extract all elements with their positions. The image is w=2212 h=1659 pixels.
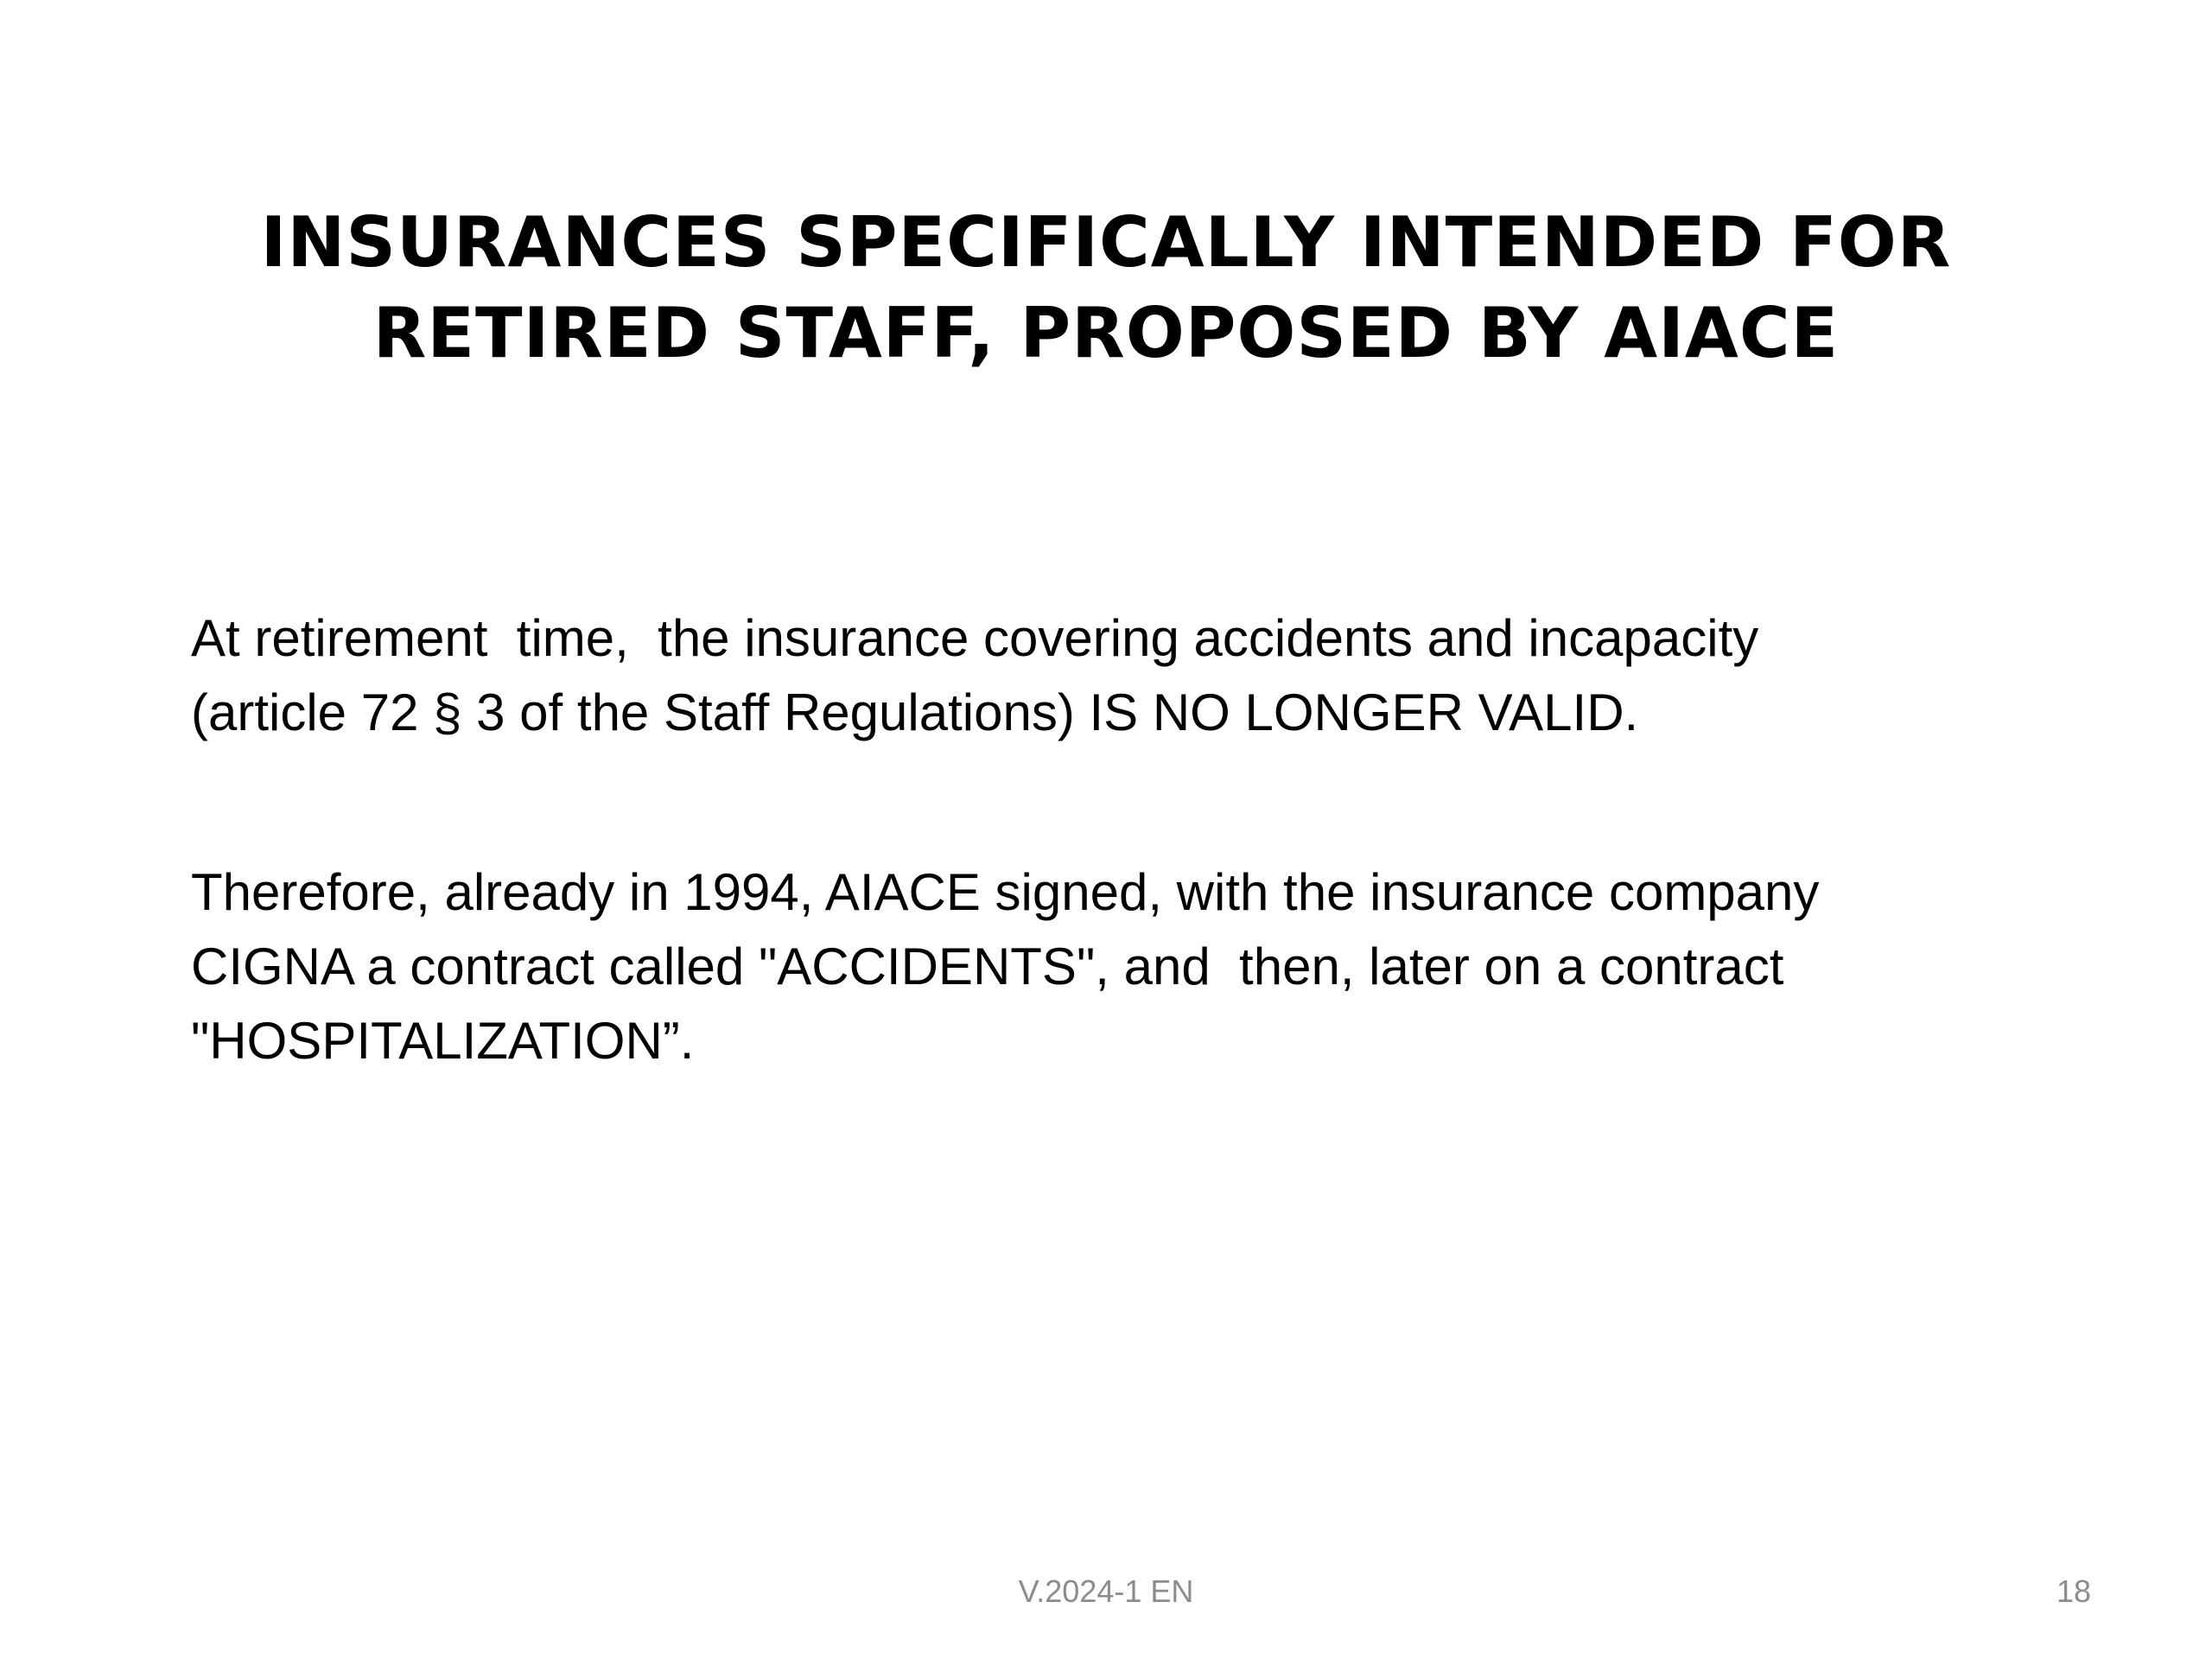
paragraph-line: At retirement time, the insurance covering accidents and incapacity <box>191 609 1759 667</box>
paragraph-retirement-notice <box>191 601 2049 750</box>
paragraph-line: Therefore, already in 1994, AIACE signed, with the insurance company <box>191 863 1820 921</box>
slide-title-line: INSURANCES SPECIFICALLY INTENDED FOR <box>260 202 1952 283</box>
paragraph-aiace-contracts <box>191 855 2049 1078</box>
slide-body <box>191 601 2049 1078</box>
slide-number: 18 <box>2056 1573 2091 1609</box>
footer-version: V.2024-1 EN <box>1018 1573 1194 1609</box>
paragraph-line: CIGNA a contract called "ACCIDENTS", and then, later on a contract <box>191 938 1784 995</box>
slide-title-line: RETIRED STAFF, PROPOSED BY AIACE <box>372 293 1840 373</box>
paragraph-line: "HOSPITALIZATION”. <box>191 1012 695 1070</box>
slide-title <box>173 197 2039 378</box>
paragraph-line: (article 72 § 3 of the Staff Regulations) IS NO LONGER VALID. <box>191 683 1639 741</box>
